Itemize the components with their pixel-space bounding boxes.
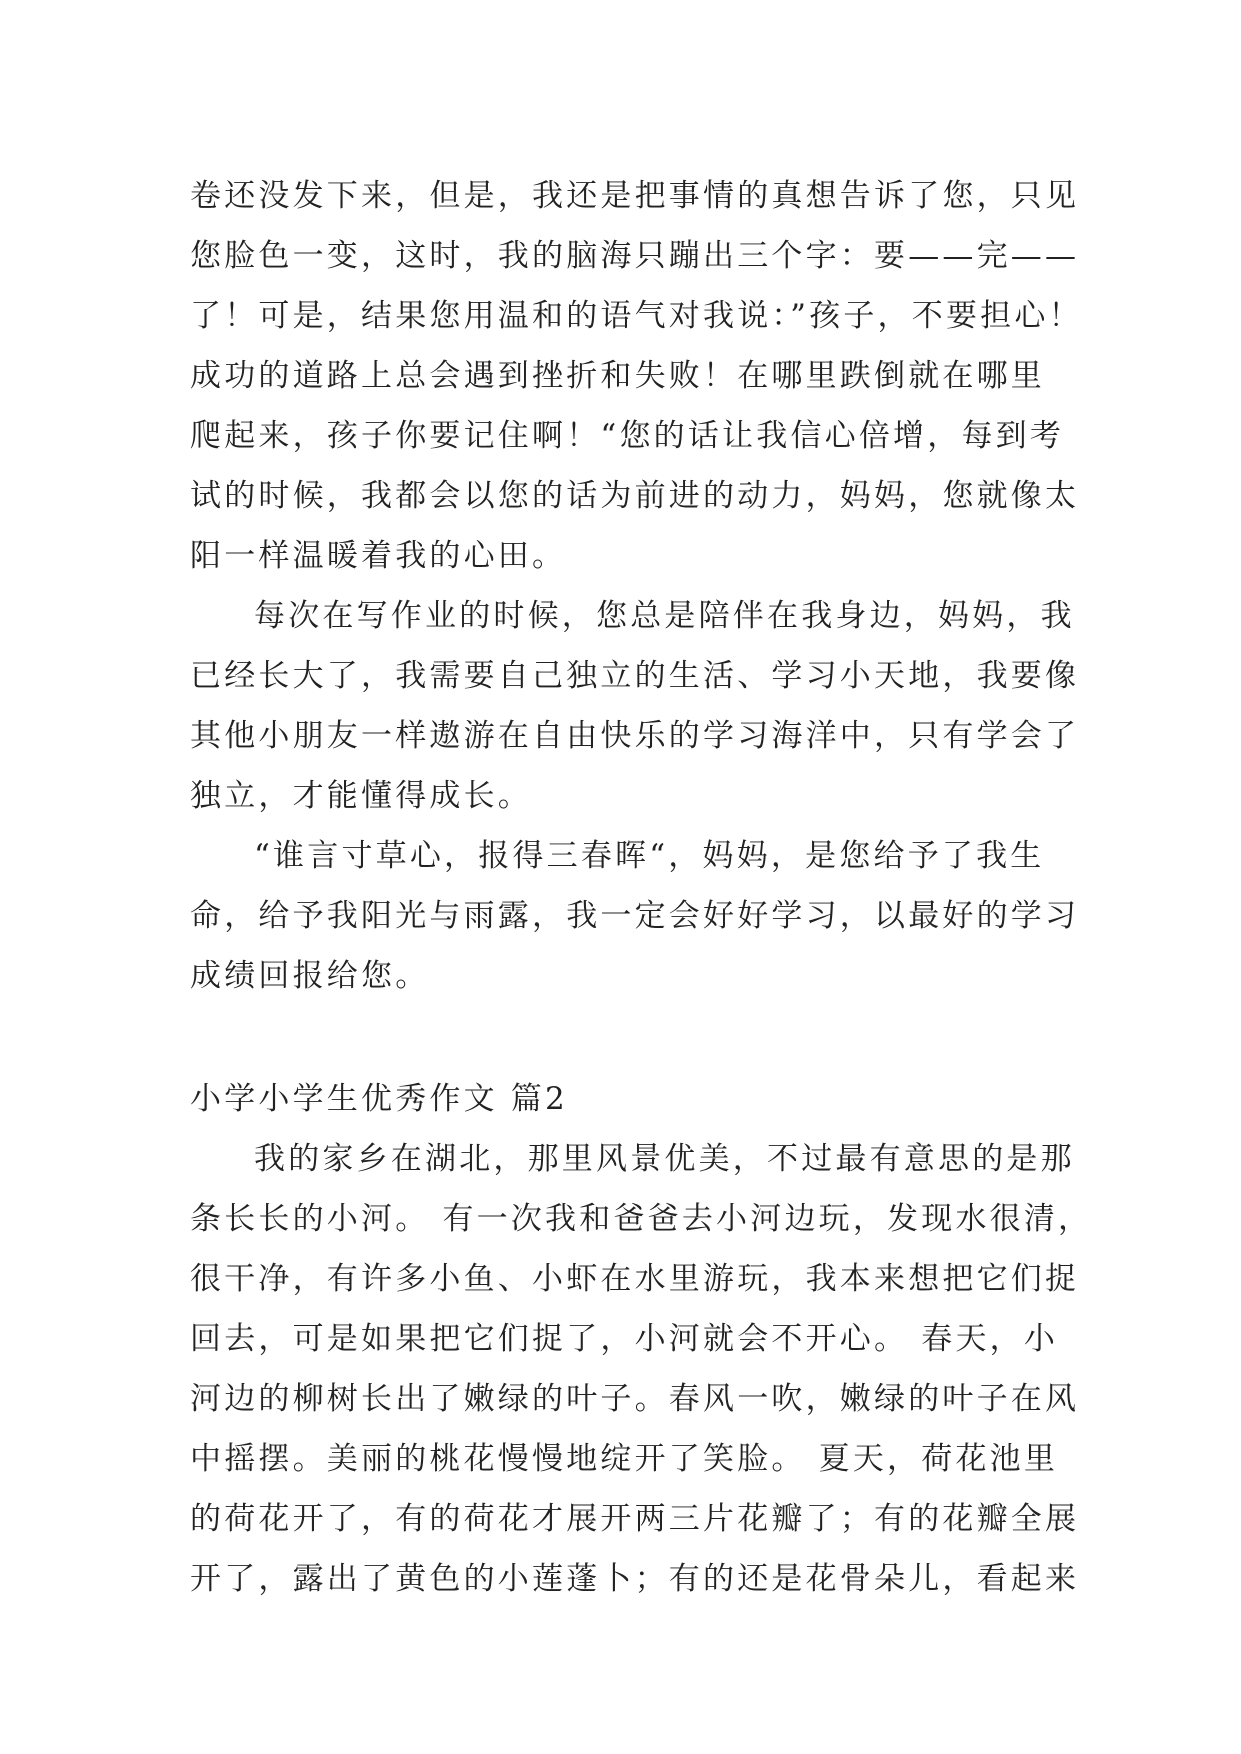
paragraph-3 bbox=[190, 826, 1080, 1006]
text-line: 了！可是，结果您用温和的语气对我说：”孩子，不要担心！ bbox=[190, 298, 1083, 334]
text-line: 开了，露出了黄色的小莲蓬卜；有的还是花骨朵儿，看起来 bbox=[190, 1561, 1080, 1597]
text-line: 条长长的小河。 有一次我和爸爸去小河边玩，发现水很清， bbox=[190, 1201, 1093, 1237]
text-line: 很干净，有许多小鱼、小虾在水里游玩，我本来想把它们捉 bbox=[190, 1261, 1080, 1297]
text-line: 阳一样温暖着我的心田。 bbox=[190, 538, 567, 574]
paragraph-4 bbox=[190, 1129, 1093, 1609]
paragraph-2 bbox=[190, 586, 1080, 826]
text-line: 的荷花开了，有的荷花才展开两三片花瓣了；有的花瓣全展 bbox=[190, 1501, 1080, 1537]
section-spacer bbox=[190, 1006, 1070, 1069]
text-line: 河边的柳树长出了嫩绿的叶子。春风一吹，嫩绿的叶子在风 bbox=[190, 1381, 1080, 1417]
text-line: 回去，可是如果把它们捉了，小河就会不开心。 春天，小 bbox=[190, 1321, 1059, 1357]
text-line: 已经长大了，我需要自己独立的生活、学习小天地，我要像 bbox=[190, 658, 1080, 694]
text-line: 独立，才能懂得成长。 bbox=[190, 778, 532, 814]
text-line: 成绩回报给您。 bbox=[190, 958, 430, 994]
text-line: 爬起来，孩子你要记住啊！“您的话让我信心倍增，每到考 bbox=[190, 418, 1065, 454]
text-line: 命，给予我阳光与雨露，我一定会好好学习，以最好的学习 bbox=[190, 898, 1080, 934]
text-line: “谁言寸草心，报得三春晖“，妈妈，是您给予了我生 bbox=[254, 838, 1045, 874]
text-line: 成功的道路上总会遇到挫折和失败！在哪里跌倒就在哪里 bbox=[190, 358, 1045, 394]
paragraph-1 bbox=[190, 166, 1083, 586]
text-line: 每次在写作业的时候，您总是陪伴在我身边，妈妈，我 bbox=[254, 598, 1075, 634]
text-line: 其他小朋友一样遨游在自由快乐的学习海洋中，只有学会了 bbox=[190, 718, 1080, 754]
text-line: 卷还没发下来，但是，我还是把事情的真想告诉了您，只见 bbox=[190, 178, 1080, 214]
section-heading: 小学小学生优秀作文 篇2 bbox=[190, 1081, 568, 1117]
document-page bbox=[190, 166, 1093, 1609]
text-line: 您脸色一变，这时，我的脑海只蹦出三个字：要——完—— bbox=[190, 238, 1080, 274]
text-line: 中摇摆。美丽的桃花慢慢地绽开了笑脸。 夏天，荷花池里 bbox=[190, 1441, 1059, 1477]
text-line: 试的时候，我都会以您的话为前进的动力，妈妈，您就像太 bbox=[190, 478, 1080, 514]
text-line: 我的家乡在湖北，那里风景优美，不过最有意思的是那 bbox=[254, 1141, 1075, 1177]
